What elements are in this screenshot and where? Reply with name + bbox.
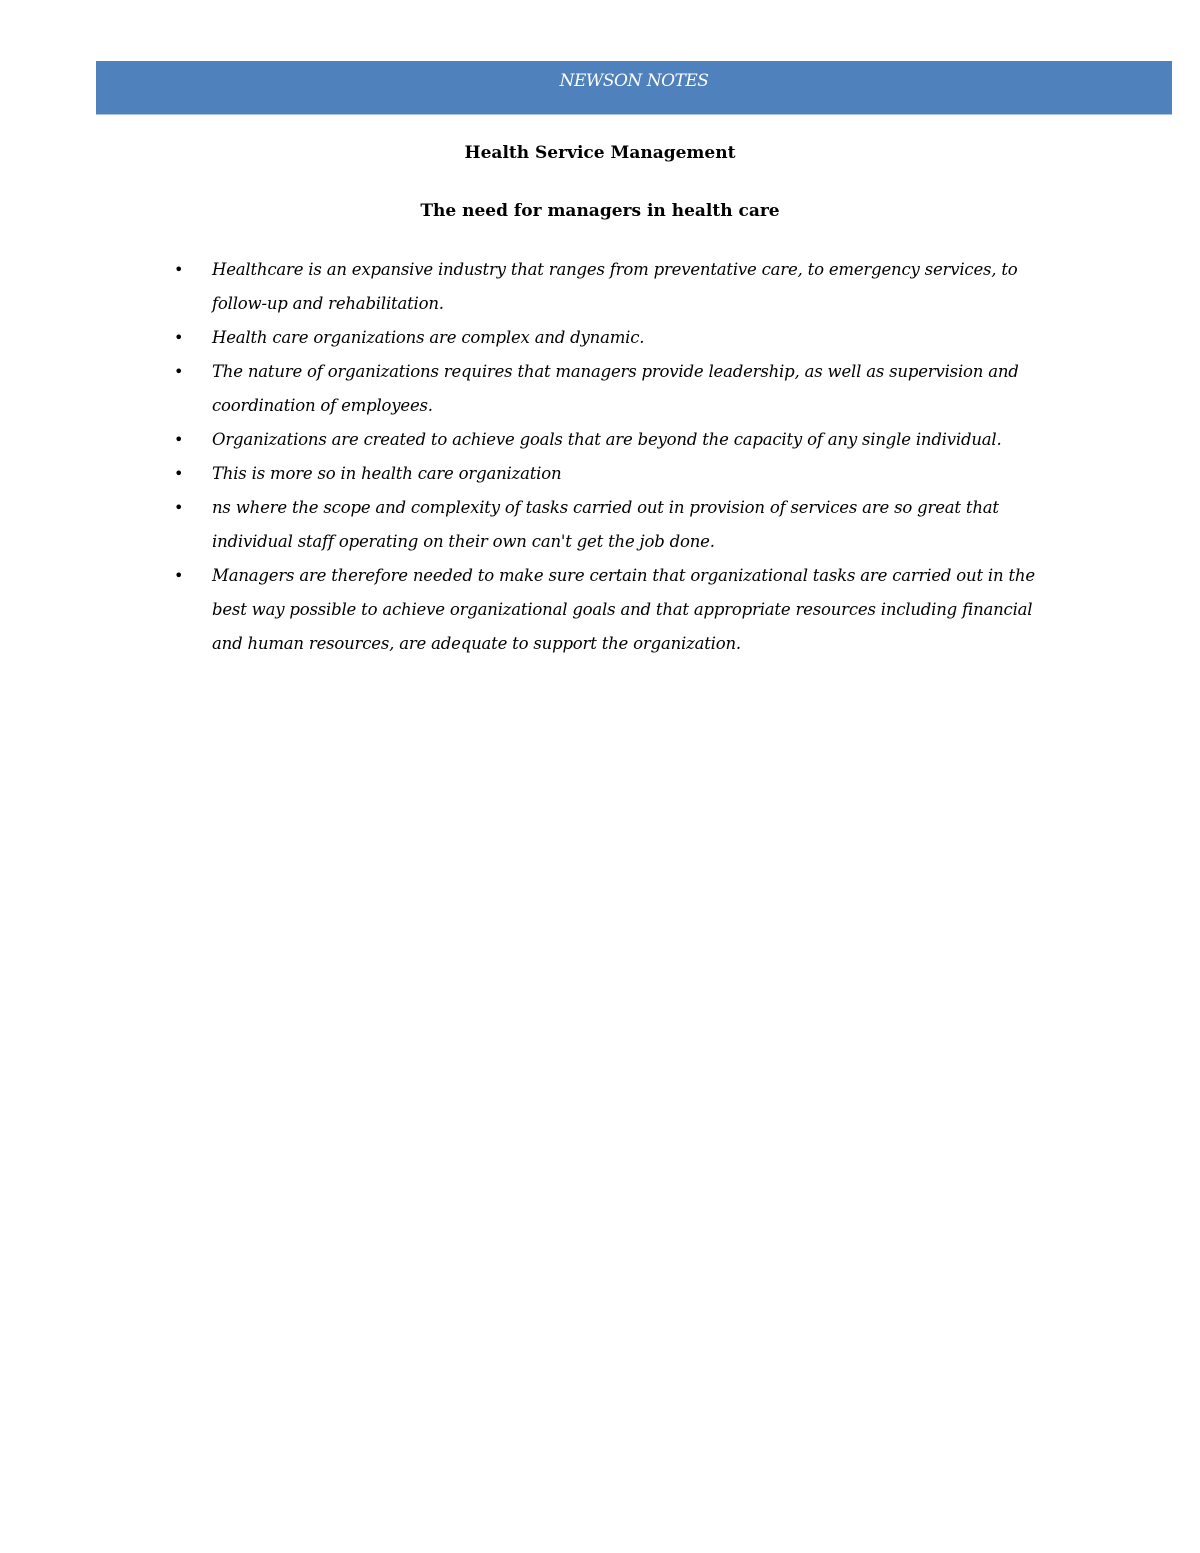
bullet-icon: • bbox=[174, 430, 184, 449]
bullet-icon: • bbox=[174, 498, 184, 517]
list-item-text: Managers are therefore needed to make sure certain that organizational tasks are carried out in the best way possible to achieve organizational goals and that appropriate resources including financial and human resources, are adequate to support the organization. bbox=[212, 566, 1035, 653]
list-item bbox=[170, 423, 1050, 457]
list-item bbox=[170, 321, 1050, 355]
header-banner bbox=[96, 61, 1172, 115]
header-title: NEWSON NOTES bbox=[559, 71, 709, 91]
list-item bbox=[170, 491, 1050, 559]
list-item-text: The nature of organizations requires that managers provide leadership, as well as supervision and coordination of employees. bbox=[212, 362, 1019, 415]
list-item-text: Healthcare is an expansive industry that ranges from preventative care, to emergency services, to follow-up and rehabilitation. bbox=[212, 260, 1018, 313]
document-title: Health Service Management bbox=[464, 143, 736, 163]
list-item bbox=[170, 355, 1050, 423]
list-item-text: Organizations are created to achieve goals that are beyond the capacity of any single individual. bbox=[212, 430, 1002, 449]
bullet-icon: • bbox=[174, 328, 184, 347]
bullet-icon: • bbox=[174, 566, 184, 585]
list-item-text: Health care organizations are complex and dynamic. bbox=[212, 328, 645, 347]
list-item-text: ns where the scope and complexity of tasks carried out in provision of services are so great that individual staff operating on their own can't get the job done. bbox=[212, 498, 999, 551]
list-item bbox=[170, 253, 1050, 321]
list-item-text: This is more so in health care organization bbox=[212, 464, 562, 483]
section-heading: The need for managers in health care bbox=[420, 201, 780, 221]
bullet-list bbox=[170, 253, 1050, 661]
bullet-icon: • bbox=[174, 260, 184, 279]
bullet-icon: • bbox=[174, 362, 184, 381]
list-item bbox=[170, 457, 1050, 491]
bullet-icon: • bbox=[174, 464, 184, 483]
list-item bbox=[170, 559, 1050, 661]
